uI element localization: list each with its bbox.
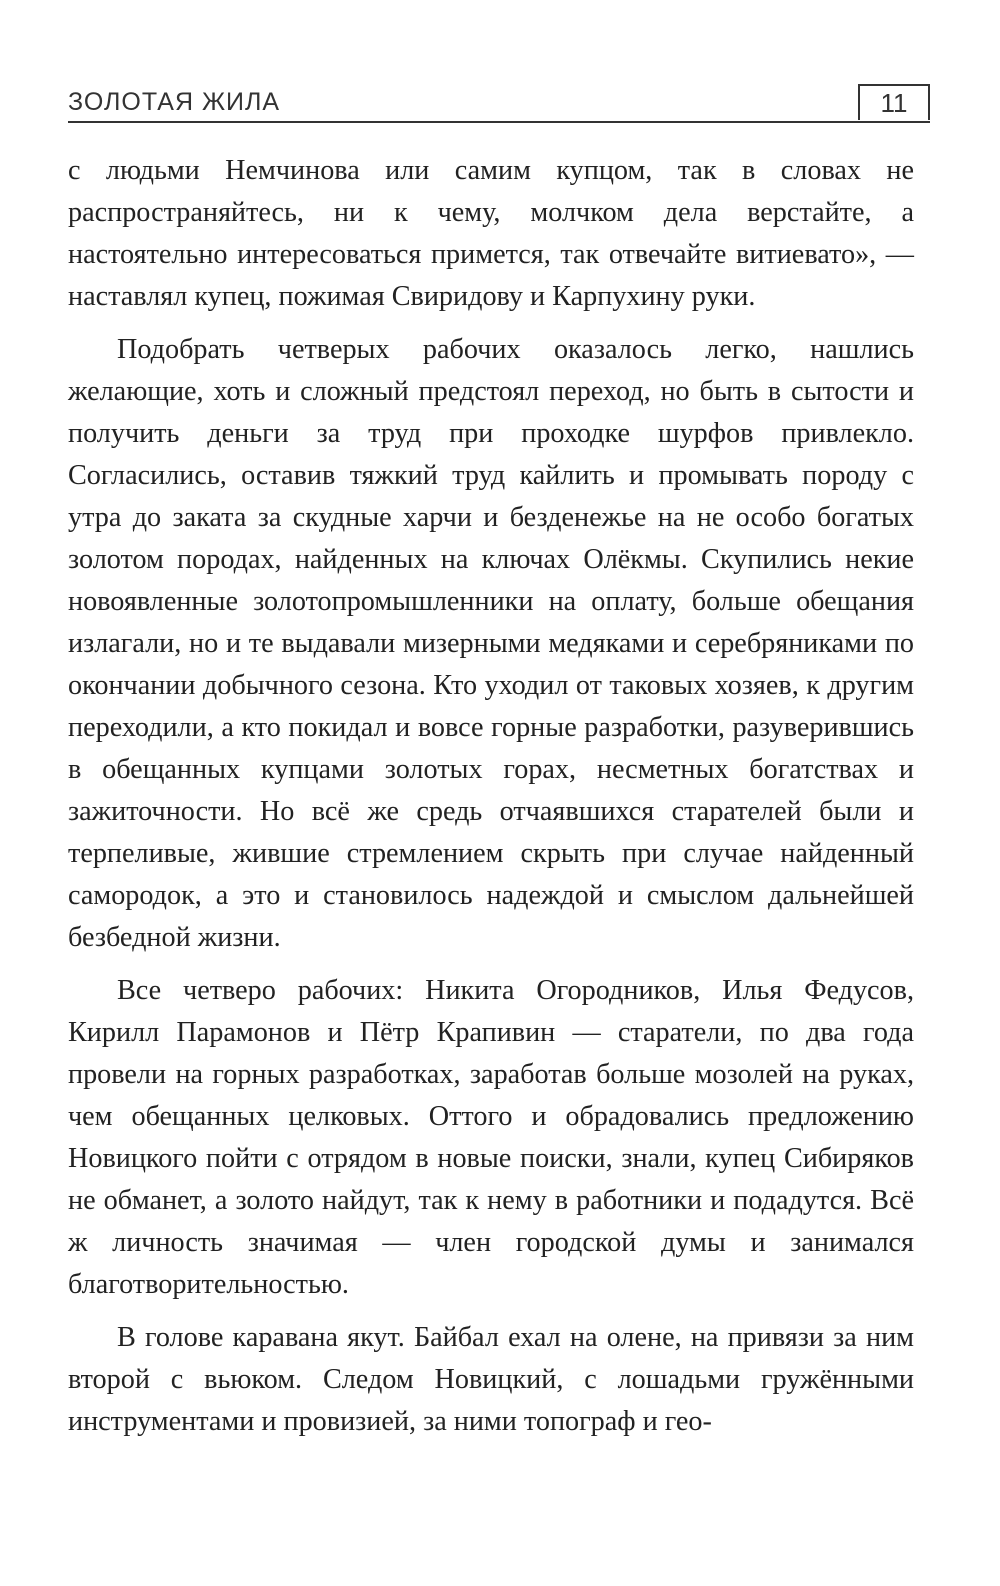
paragraph: с людьми Немчинова или самим купцом, так в словах не распространяйтесь, ни к чему, молчком дела верстайте, а настоятельно интересоваться примется, так отвечайте витиевато», — наставлял купец, пожимая Свиридову и Карпухину руки. [68, 155, 914, 312]
body-text [68, 150, 914, 1443]
page-number: 11 [858, 84, 930, 120]
running-header [68, 84, 930, 124]
paragraph: В голове каравана якут. Байбал ехал на олене, на привязи за ним второй с вьюком. Следом Новицкий, с лошадьми гружёнными инструментами и провизией, за ними топограф и гео- [68, 1322, 914, 1437]
header-rule [68, 121, 930, 123]
paragraph: Подобрать четверых рабочих оказалось легко, нашлись желающие, хоть и сложный предстоял переход, но быть в сытости и получить деньги за труд при проходке шурфов привлекло. Согласились, оставив тяжкий труд кайлить и промывать породу с утра до заката за скудные харчи и безденежье на не особо богатых золотом породах, найденных на ключах Олёкмы. Скупились некие новоявленные золотопромышленники на оплату, больше обещания излагали, но и те выдавали мизерными медяками и серебряниками по окончании добычного сезона. Кто уходил от таковых хозяев, к другим переходили, а кто покидал и вовсе горные разработки, разуверившись в обещанных купцами золотых горах, несметных богатствах и зажиточности. Но всё же средь отчаявшихся старателей были и терпеливые, жившие стремлением скрыть при случае найденный самородок, а это и становилось надеждой и смыслом дальнейшей безбедной жизни. [68, 334, 914, 953]
paragraph: Все четверо рабочих: Никита Огородников, Илья Федусов, Кирилл Парамонов и Пётр Крапивин — старатели, по два года провели на горных разработках, заработав больше мозолей на руках, чем обещанных целковых. Оттого и обрадовались предложению Новицкого пойти с отрядом в новые поиски, знали, купец Сибиряков не обманет, а золото найдут, так к нему в работники и подадутся. Всё ж личность значимая — член городской думы и занимался благотворительностью. [68, 975, 914, 1300]
book-title: ЗОЛОТАЯ ЖИЛА [68, 88, 281, 116]
